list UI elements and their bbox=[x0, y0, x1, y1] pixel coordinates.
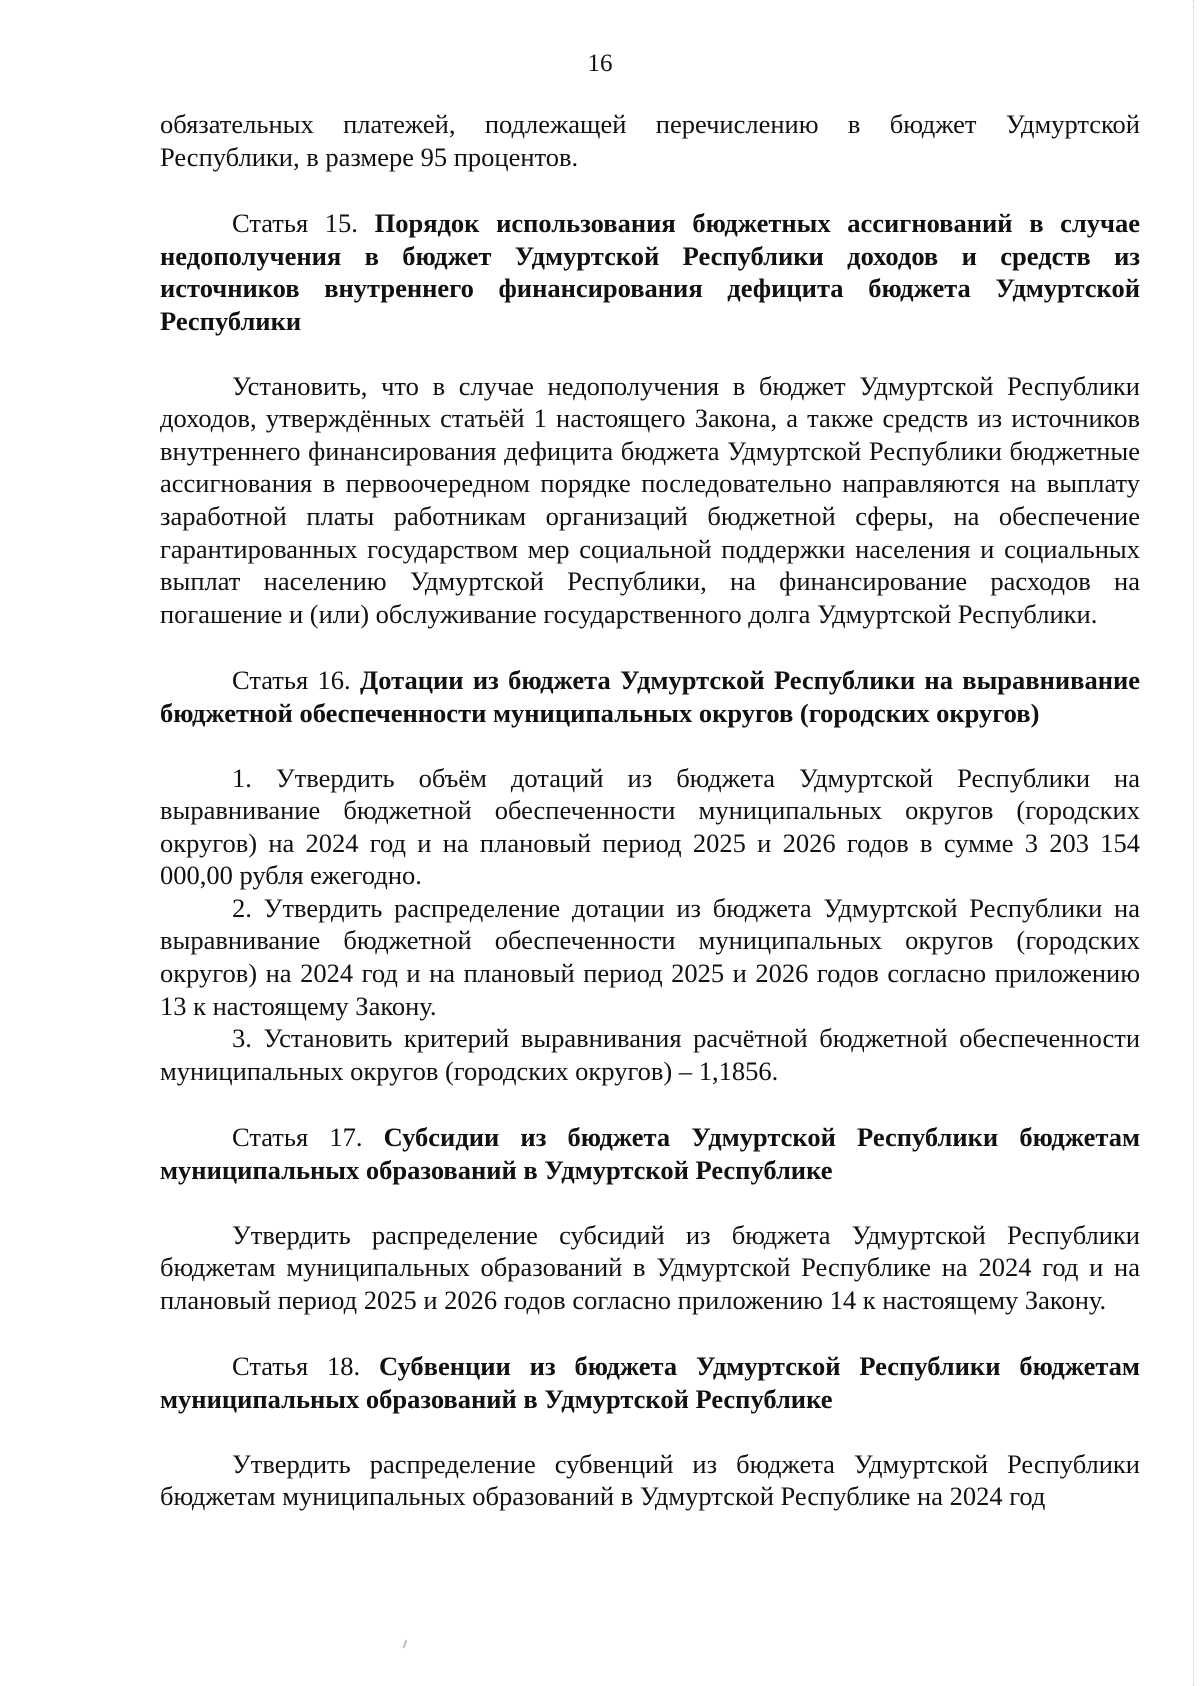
article-15 bbox=[160, 207, 1140, 630]
article-title: Порядок использования бюджетных ассигнований в случае недополучения в бюджет Удмуртской Республики доходов и средств из источников внутреннего финансирования дефицита бюджета Удмуртской Республики bbox=[160, 208, 1140, 336]
article-17 bbox=[160, 1121, 1140, 1316]
article-title: Субвенции из бюджета Удмуртской Республики бюджетам муниципальных образований в Удмуртской Республике bbox=[160, 1351, 1140, 1414]
article-label: Статья 16. bbox=[232, 665, 351, 696]
article-18 bbox=[160, 1350, 1140, 1512]
article-label: Статья 15. bbox=[232, 208, 358, 239]
article-paragraph: 3. Установить критерий выравнивания расчётной бюджетной обеспеченности муниципальных округов (городских округов) – 1,1856. bbox=[160, 1023, 1140, 1086]
article-label: Статья 18. bbox=[232, 1351, 361, 1382]
article-paragraph: Утвердить распределение субвенций из бюджета Удмуртской Республики бюджетам муниципальных образований в Удмуртской Республике на 2024 год bbox=[160, 1448, 1140, 1512]
article-paragraph: Установить, что в случае недополучения в бюджет Удмуртской Республики доходов, утверждённых статьёй 1 настоящего Закона, а также средств из источников внутреннего финансирования дефицита бюджета Удмуртской Республики бюджетные ассигнования в первоочередном порядке последовательно направляются на выплату заработной платы работникам организаций бюджетной сферы, на обеспечение гарантированных государством мер социальной поддержки населения и социальных выплат населению Удмуртской Республики, на финансирование расходов на погашение и (или) обслуживание государственного долга Удмуртской Республики. bbox=[160, 370, 1140, 629]
article-label: Статья 17. bbox=[232, 1122, 363, 1153]
scan-speck bbox=[403, 1640, 408, 1648]
article-16 bbox=[160, 664, 1140, 1087]
page-number: 16 bbox=[587, 50, 613, 77]
article-paragraph: 2. Утвердить распределение дотации из бюджета Удмуртской Республики на выравнивание бюджетной обеспеченности муниципальных округов (городских округов) на 2024 год и на плановый период 2025 и 2026 годов согласно приложению 13 к настоящему Закону. bbox=[160, 892, 1140, 1021]
article-paragraph: Утвердить распределение субсидий из бюджета Удмуртской Республики бюджетам муниципальных образований в Удмуртской Республике на 2024 год и на плановый период 2025 и 2026 годов согласно приложению 14 к настоящему Закону. bbox=[160, 1219, 1140, 1315]
article-heading bbox=[160, 1350, 1140, 1415]
article-heading bbox=[160, 1121, 1140, 1186]
document-body bbox=[160, 108, 1140, 1513]
intro-paragraph: обязательных платежей, подлежащей перечислению в бюджет Удмуртской Республики, в размере 95 процентов. bbox=[160, 109, 1140, 172]
article-heading bbox=[160, 207, 1140, 337]
article-title: Дотации из бюджета Удмуртской Республики на выравнивание бюджетной обеспеченности муниципальных округов (городских округов) bbox=[160, 665, 1140, 728]
article-title: Субсидии из бюджета Удмуртской Республики бюджетам муниципальных образований в Удмуртской Республике bbox=[160, 1122, 1140, 1186]
article-paragraph: 1. Утвердить объём дотаций из бюджета Удмуртской Республики на выравнивание бюджетной обеспеченности муниципальных округов (городских округов) на 2024 год и на плановый период 2025 и 2026 годов в сумме 3 203 154 000,00 рубля ежегодно. bbox=[160, 762, 1140, 891]
scan-edge-marks bbox=[1187, 0, 1194, 1686]
article-heading bbox=[160, 664, 1140, 729]
